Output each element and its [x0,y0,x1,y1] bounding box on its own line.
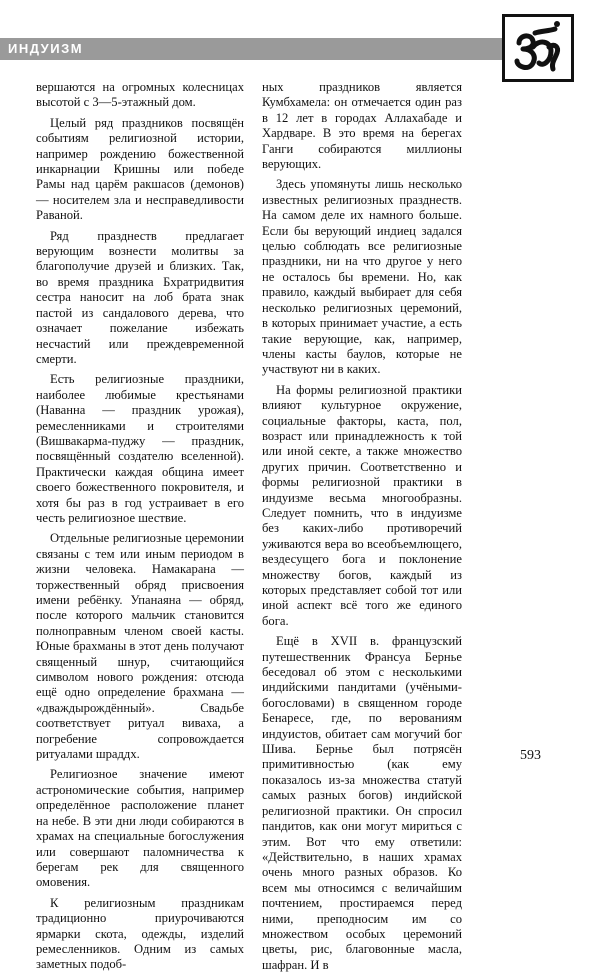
paragraph: Целый ряд праздников посвящён событиям религиозной истории, например рождению божественной инкарнации Кришны или победе Рамы над царём ракшасов (демонов) — носителем зла и несправедливости Раваной. [36,115,244,223]
header-bar [0,38,532,60]
right-column [262,80,462,973]
paragraph: Ещё в XVII в. французский путешественник Франсуа Бернье беседовал об этом с несколькими индийскими пандитами (учёными-богословами) в священном городе Бенаресе, где, по верованиям индуистов, обитает сам могучий бог Шива. Бернье был потрясён примитивностью (как ему показалось из-за множества статуй самых разных богов) индийской религиозной практики. Он спросил пандитов, как они могут мириться с этим. Вот что ему ответили: «Действительно, в наших храмах очень много разных образов. Ко всем мы относимся с величайшим почтением, простираемся перед ними, преподносим им со множеством особых церемоний цветы, рис, благовонные масла, шафран. И в [262,634,462,972]
paragraph: вершаются на огромных колесницах высотой с 3—5-этажный дом. [36,80,244,110]
left-column [36,80,244,973]
paragraph: Здесь упомянуты лишь несколько известных религиозных празднеств. На самом деле их намного больше. Если бы верующий индиец задался целью соблюдать все религиозные праздники, ни на что другое у него не осталось бы времени. Но, как правило, каждый выбирает для себя несколько религиозных церемоний, в которых принимает участие, а есть такие верующие, как, например, члены касты баулов, которые не участвуют ни в каких. [262,177,462,377]
paragraph: К религиозным праздникам традиционно приурочиваются ярмарки скота, одежды, изделий ремесленников. Одним из самых заметных подоб- [36,895,244,972]
paragraph: ных праздников является Кумбхамела: он отмечается один раз в 12 лет в городах Аллахабаде и Хардваре. В это время на берегах Ганги собираются миллионы верующих. [262,80,462,172]
paragraph: Религиозное значение имеют астрономические события, например определённое расположение планет на небе. В эти дни люди собираются в храмах на специальные богослужения или совершают паломничества к берегам рек для священного омовения. [36,767,244,890]
paragraph: На формы религиозной практики влияют культурное окружение, социальные факторы, каста, пол, возраст или принадлежность к той или иной секте, а также множество других причин. Соответственно и формы религиозной практики в индуизме весьма многообразны. Следует помнить, что в индуизме без каких-либо противоречий уживаются вера во всеобъемлющего, вездесущего бога и поклонение множеству богов, каждый из которых представляет собой тот или иной аспект всё того же единого бога. [262,382,462,628]
paragraph: Отдельные религиозные церемонии связаны с тем или иным периодом в жизни человека. Намакарана — торжественный обряд присвоения имени ребёнку. Упанаяна — обряд, после которого мальчик становится полноправным членом своей касты. Юные брахманы в этот день получают священный шнур, считающийся символом нового рождения: отсюда ещё одно определение брахмана — «дваждырождённый». Свадьбе соответствует ритуал виваха, а погребение сопровождается ритуалами шраддх. [36,531,244,762]
section-title: ИНДУИЗМ [8,41,84,56]
om-symbol-icon [502,14,574,82]
page-header [0,0,600,80]
paragraph: Есть религиозные праздники, наиболее любимые крестьянами (Наванна — праздник урожая), ремесленниками и строителями (Вишвакарма-пуджу — праздник, посвящённый создателю вселенной). Практически каждая община имеет своего божественного покровителя, и хотя бы раз в год устраивает в его честь религиозное шествие. [36,372,244,525]
paragraph: Ряд празднеств предлагает верующим вознести молитвы за благополучие друзей и близких. Так, во время праздника Бхратридвития сестра наносит на лоб брата знак пастой из сандалового дерева, что означает пожелание избежать несчастий или преждевременной смерти. [36,228,244,366]
page-number: 593 [520,748,541,763]
